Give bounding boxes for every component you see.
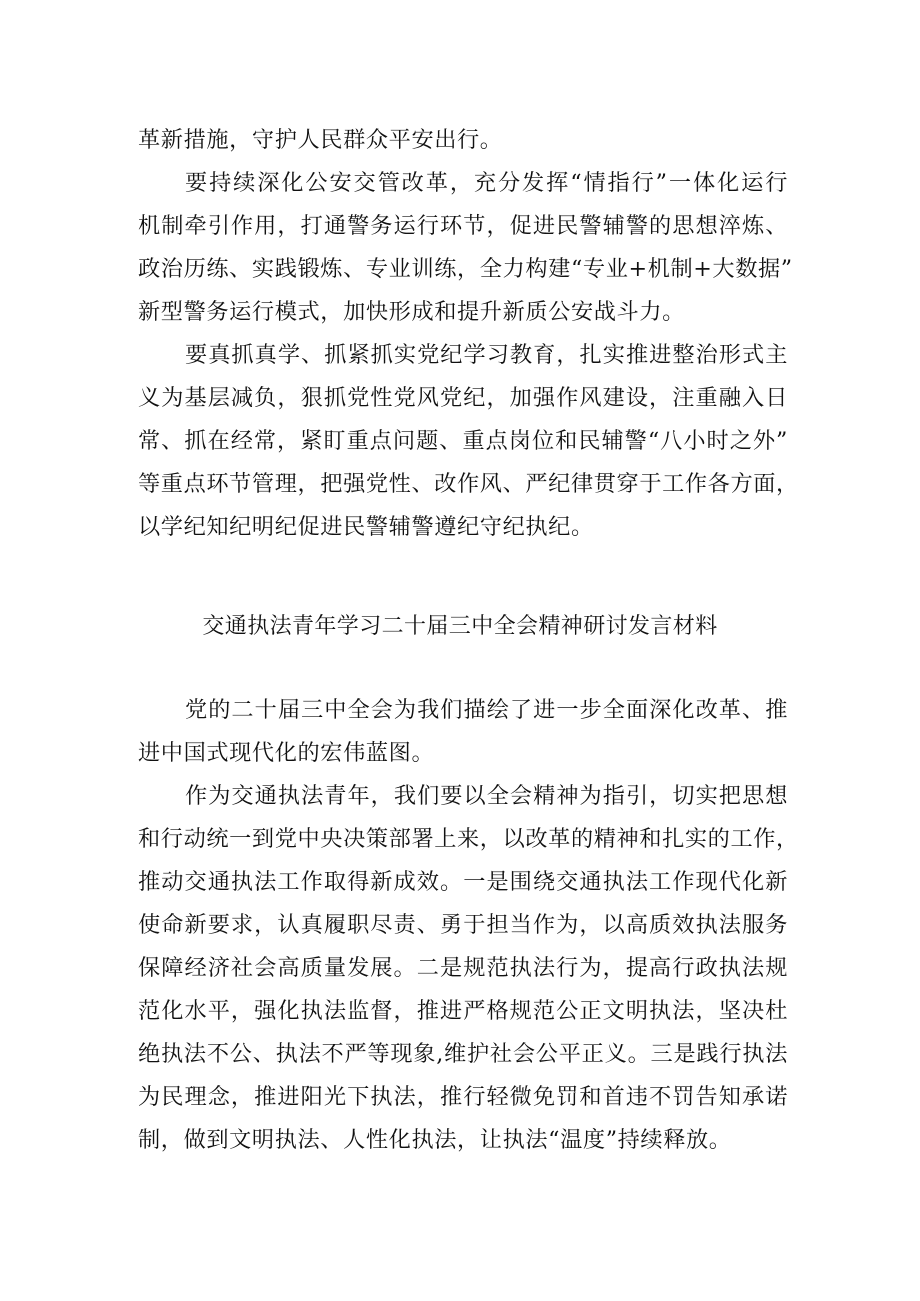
paragraph-line: 新型警务运行模式，加快形成和提升新质公安战斗力。 [138,299,685,325]
paragraph-line: 以学纪知纪明纪促进民警辅警遵纪守纪执纪。 [138,514,594,540]
paragraph-line: 政治历练、实践锻炼、专业训练，全力构建“专业+机制+大数据” [138,256,793,282]
paragraph-line: 绝执法不公、执法不严等现象,维护社会公平正义。三是践行执法 [138,1041,788,1067]
paragraph-line: 进中国式现代化的宏伟蓝图。 [138,740,435,766]
paragraph-line: 范化水平，强化执法监督，推进严格规范公正文明执法，坚决杜 [138,998,788,1024]
paragraph-line: 制，做到文明执法、人性化执法，让执法“温度”持续释放。 [138,1127,732,1153]
paragraph-line: 革新措施，守护人民群众平安出行。 [138,127,503,153]
paragraph-line: 义为基层减负，狠抓党性党风党纪，加强作风建设，注重融入日 [138,385,788,411]
paragraph-line: 机制牵引作用，打通警务运行环节，促进民警辅警的思想淬炼、 [138,213,788,239]
paragraph-line: 保障经济社会高质量发展。二是规范执法行为，提高行政执法规 [138,955,788,981]
paragraph-line: 使命新要求，认真履职尽责、勇于担当作为，以高质效执法服务 [138,912,788,938]
paragraph-line: 要真抓真学、抓紧抓实党纪学习教育，扎实推进整治形式主 [185,342,788,368]
paragraph-line: 为民理念，推进阳光下执法，推行轻微免罚和首违不罚告知承诺 [138,1084,788,1110]
paragraph-line: 要持续深化公安交管改革，充分发挥“情指行”一体化运行 [185,170,788,196]
paragraph-line: 常、抓在经常，紧盯重点问题、重点岗位和民辅警“八小时之外” [138,428,788,454]
paragraph-line: 推动交通执法工作取得新成效。一是围绕交通执法工作现代化新 [138,869,788,895]
paragraph-line: 作为交通执法青年，我们要以全会精神为指引，切实把思想 [185,783,788,809]
paragraph-line: 等重点环节管理，把强党性、改作风、严纪律贯穿于工作各方面， [138,471,799,497]
section-title: 交通执法青年学习二十届三中全会精神研讨发言材料 [202,614,718,639]
paragraph-line: 和行动统一到党中央决策部署上来，以改革的精神和扎实的工作， [138,826,799,852]
paragraph-line: 党的二十届三中全会为我们描绘了进一步全面深化改革、推 [185,697,788,723]
